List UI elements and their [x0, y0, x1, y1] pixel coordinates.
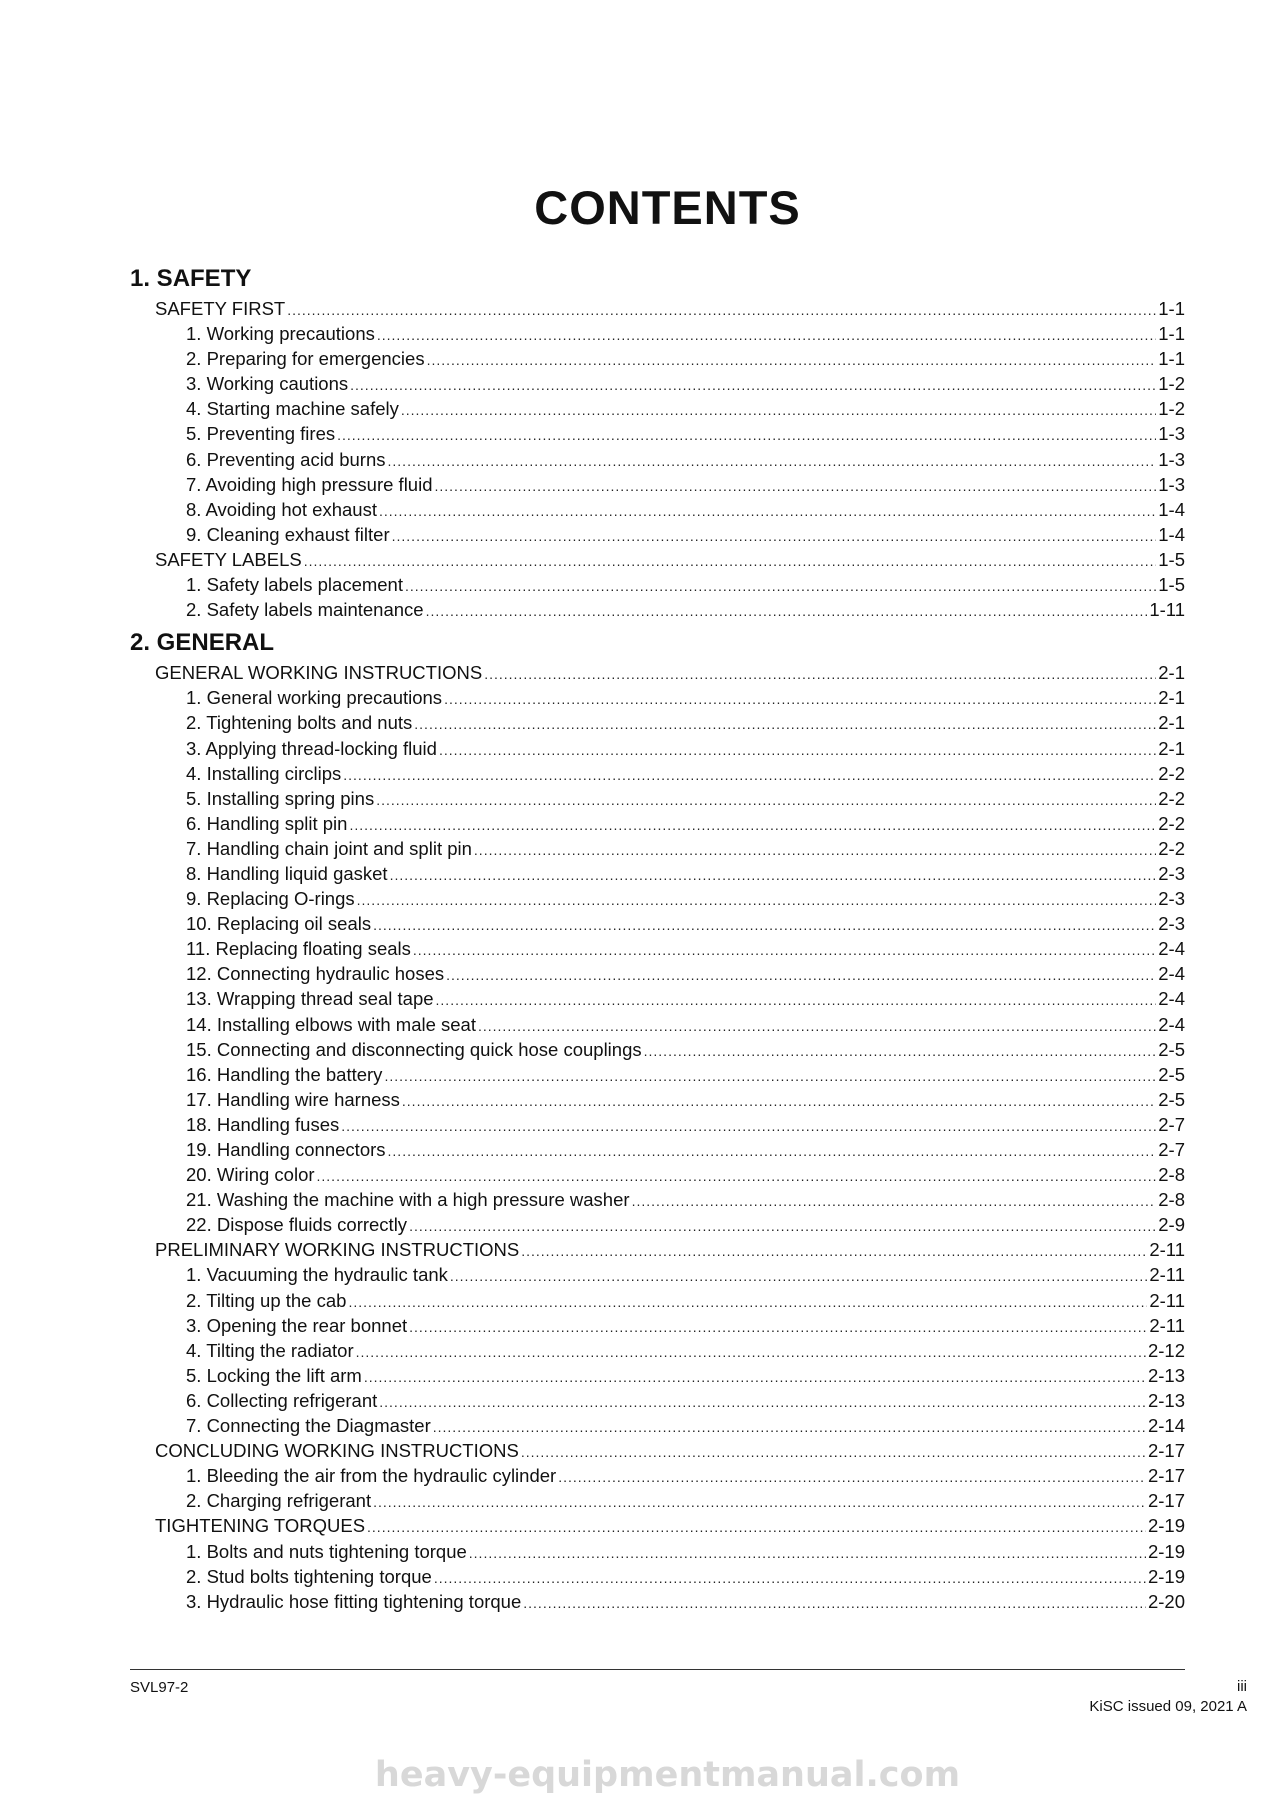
- toc-entry-page: 1-2: [1158, 373, 1185, 395]
- toc-entry-page: 2-5: [1158, 1038, 1185, 1060]
- dot-leader: [367, 1515, 1146, 1540]
- dot-leader: [379, 499, 1156, 524]
- toc-entry-page: 2-14: [1147, 1415, 1185, 1437]
- toc-subentry: [130, 1313, 1185, 1338]
- toc-subentry: [130, 710, 1185, 735]
- dot-leader: [388, 1139, 1157, 1164]
- toc-entry-label: 3. Opening the rear bonnet: [186, 1314, 408, 1336]
- toc-entry-label: 7. Handling chain joint and split pin: [186, 837, 472, 859]
- toc-entry-label: 5. Installing spring pins: [186, 787, 375, 809]
- dot-leader: [436, 988, 1157, 1013]
- section-heading: 1. SAFETY: [130, 265, 252, 292]
- toc-entry-page: 2-3: [1158, 862, 1185, 884]
- section-heading: 2. GENERAL: [130, 629, 275, 657]
- toc-subentry: [130, 836, 1185, 861]
- toc-subentry: [130, 1162, 1185, 1187]
- toc-entry-label: 3. Hydraulic hose fitting tightening torque: [186, 1590, 522, 1612]
- toc-subentry: [130, 1187, 1185, 1212]
- dot-leader: [433, 1415, 1146, 1440]
- dot-leader: [349, 813, 1156, 838]
- toc-subentry: [130, 1288, 1185, 1313]
- toc-entry-page: 2-3: [1158, 913, 1185, 935]
- footer-page-number: iii: [1237, 1678, 1247, 1695]
- toc-entry-page: 2-7: [1158, 1139, 1185, 1160]
- dot-leader: [474, 838, 1156, 863]
- toc-entry-label: 8. Handling liquid gasket: [186, 862, 388, 884]
- toc-entry-label: 2. Tilting up the cab: [186, 1289, 347, 1311]
- toc-entry-label: 13. Wrapping thread seal tape: [186, 988, 434, 1010]
- toc-entry-label: 17. Handling wire harness: [186, 1088, 400, 1110]
- dot-leader: [435, 474, 1157, 499]
- toc-entry-label: 5. Preventing fires: [186, 423, 336, 445]
- toc-subentry: [130, 1488, 1185, 1513]
- toc-entry-label: 11. Replacing floating seals: [186, 938, 411, 960]
- dot-leader: [350, 373, 1156, 398]
- toc-entry-page: 2-4: [1158, 938, 1185, 960]
- toc-subentry: [130, 447, 1185, 472]
- toc-entry-page: 2-1: [1158, 712, 1185, 734]
- toc-subentry: [130, 472, 1185, 497]
- toc-subentry: [130, 1338, 1185, 1363]
- dot-leader: [357, 888, 1157, 913]
- toc-subentry: [130, 761, 1185, 786]
- toc-subentry: [130, 1463, 1185, 1488]
- toc-entry-page: 1-1: [1158, 298, 1185, 319]
- toc-chapter-entry: [130, 547, 1185, 572]
- toc-entry-label: 16. Handling the battery: [186, 1063, 383, 1085]
- dot-leader: [409, 1315, 1147, 1340]
- toc-subentry: [130, 346, 1185, 371]
- dot-leader: [426, 599, 1148, 624]
- dot-leader: [439, 738, 1156, 763]
- toc-entry-label: 1. Working precautions: [186, 323, 375, 345]
- toc-entry-label: SAFETY LABELS: [155, 548, 302, 570]
- toc-entry-label: 21. Washing the machine with a high pressure washer: [186, 1189, 630, 1211]
- toc-entry-label: SAFETY FIRST: [155, 298, 286, 319]
- toc-entry-page: 1-5: [1158, 548, 1185, 570]
- toc-entry-label: 2. Tightening bolts and nuts: [186, 712, 413, 734]
- toc-subentry: [130, 371, 1185, 396]
- dot-leader: [348, 1290, 1147, 1315]
- toc-entry-label: 7. Connecting the Diagmaster: [186, 1415, 431, 1437]
- dot-leader: [402, 1089, 1156, 1114]
- toc-entry-label: 1. Vacuuming the hydraulic tank: [186, 1264, 448, 1286]
- toc-entry-page: 1-3: [1158, 423, 1185, 445]
- toc-entry-page: 2-19: [1147, 1540, 1185, 1562]
- toc-entry-label: 2. Preparing for emergencies: [186, 348, 425, 370]
- toc-subentry: [130, 736, 1185, 761]
- toc-subentry: [130, 911, 1185, 936]
- dot-leader: [523, 1591, 1146, 1616]
- toc-entry-page: 2-1: [1158, 737, 1185, 759]
- dot-leader: [379, 1390, 1146, 1415]
- toc-entry-page: 1-4: [1158, 498, 1185, 520]
- dot-leader: [384, 1064, 1156, 1089]
- dot-leader: [390, 863, 1157, 888]
- toc-entry-page: 2-12: [1147, 1339, 1185, 1361]
- dot-leader: [478, 1014, 1156, 1039]
- toc-entry-label: 15. Connecting and disconnecting quick hose couplings: [186, 1038, 642, 1060]
- dot-leader: [401, 398, 1156, 423]
- toc-entry-page: 1-11: [1149, 599, 1185, 621]
- dot-leader: [558, 1465, 1146, 1490]
- dot-leader: [632, 1189, 1157, 1214]
- toc-entry-label: 1. General working precautions: [186, 687, 443, 709]
- dot-leader: [414, 712, 1156, 737]
- toc-subentry: [130, 1589, 1185, 1614]
- toc-subentry: [130, 961, 1185, 986]
- toc-entry-page: 2-2: [1158, 812, 1185, 834]
- toc-entry-page: 2-11: [1149, 1314, 1185, 1336]
- toc-entry-label: 19. Handling connectors: [186, 1139, 386, 1160]
- toc-entry-label: 20. Wiring color: [186, 1164, 315, 1186]
- toc-subentry: [130, 522, 1185, 547]
- toc-entry-label: 1. Safety labels placement: [186, 574, 403, 596]
- toc-subentry: [130, 396, 1185, 421]
- toc-entry-label: 9. Replacing O-rings: [186, 888, 355, 910]
- dot-leader: [341, 1114, 1156, 1139]
- page-title: CONTENTS: [534, 181, 801, 234]
- toc-entry-label: 14. Installing elbows with male seat: [186, 1013, 476, 1035]
- toc-entry-label: PRELIMINARY WORKING INSTRUCTIONS: [155, 1239, 520, 1261]
- toc-subentry: [130, 1062, 1185, 1087]
- dot-leader: [343, 763, 1156, 788]
- toc-entry-page: 2-11: [1149, 1239, 1185, 1261]
- toc-entry-page: 2-11: [1149, 1264, 1185, 1286]
- toc-entry-page: 2-17: [1147, 1490, 1185, 1512]
- toc-entries: [130, 296, 1185, 622]
- toc-entry-label: 12. Connecting hydraulic hoses: [186, 963, 445, 985]
- dot-leader: [409, 1214, 1156, 1239]
- footer-issue: KiSC issued 09, 2021 A: [1089, 1698, 1247, 1715]
- dot-leader: [356, 1340, 1146, 1365]
- toc-entry-page: 1-1: [1158, 323, 1185, 345]
- toc-subentry: [130, 572, 1185, 597]
- toc-subentry: [130, 936, 1185, 961]
- toc-chapter-entry: [130, 1438, 1185, 1463]
- toc-subentry: [130, 597, 1185, 622]
- toc-entry-label: 1. Bleeding the air from the hydraulic cylinder: [186, 1465, 557, 1487]
- toc-entry-page: 2-5: [1158, 1088, 1185, 1110]
- footer-doc-code: SVL97-2: [130, 1679, 189, 1696]
- toc-subentry: [130, 1212, 1185, 1237]
- toc-entry-page: 2-4: [1158, 988, 1185, 1010]
- toc-subentry: [130, 886, 1185, 911]
- toc-entry-page: 2-13: [1147, 1389, 1185, 1411]
- toc-subentry: [130, 1262, 1185, 1287]
- toc-chapter-entry: [130, 296, 1185, 321]
- toc-entry-label: 2. Stud bolts tightening torque: [186, 1565, 432, 1587]
- toc-entry-page: 2-17: [1147, 1465, 1185, 1487]
- toc-entry-label: CONCLUDING WORKING INSTRUCTIONS: [155, 1440, 519, 1462]
- toc-entry-page: 2-9: [1158, 1214, 1185, 1236]
- toc-entry-label: GENERAL WORKING INSTRUCTIONS: [155, 662, 483, 684]
- footer-divider: [130, 1669, 1185, 1670]
- toc-entry-label: 2. Charging refrigerant: [186, 1490, 372, 1512]
- dot-leader: [469, 1541, 1146, 1566]
- toc-subentry: [130, 1413, 1185, 1438]
- toc-entry-page: 2-7: [1158, 1113, 1185, 1135]
- toc-chapter-entry: [130, 660, 1185, 685]
- toc-entry-page: 2-3: [1158, 888, 1185, 910]
- toc-subentry: [130, 786, 1185, 811]
- toc-entry-label: 3. Applying thread-locking fluid: [186, 737, 437, 759]
- toc-entry-label: 5. Locking the lift arm: [186, 1364, 362, 1386]
- dot-leader: [376, 788, 1156, 813]
- toc-subentry: [130, 1087, 1185, 1112]
- dot-leader: [373, 1490, 1146, 1515]
- toc-entry-page: 1-3: [1158, 448, 1185, 470]
- table-of-contents: [130, 262, 1185, 1614]
- toc-entry-page: 2-2: [1158, 762, 1185, 784]
- toc-subentry: [130, 986, 1185, 1011]
- toc-entry-page: 2-13: [1147, 1364, 1185, 1386]
- dot-leader: [317, 1164, 1157, 1189]
- dot-leader: [644, 1039, 1157, 1064]
- dot-leader: [337, 423, 1156, 448]
- dot-leader: [364, 1365, 1146, 1390]
- dot-leader: [434, 1566, 1146, 1591]
- toc-entry-label: 9. Cleaning exhaust filter: [186, 523, 390, 545]
- toc-entry-label: TIGHTENING TORQUES: [155, 1515, 366, 1537]
- toc-subentry: [130, 685, 1185, 710]
- toc-entry-page: 2-11: [1149, 1289, 1185, 1311]
- toc-entry-page: 2-1: [1158, 662, 1185, 684]
- dot-leader: [304, 549, 1157, 574]
- watermark-text: heavy-equipmentmanual.com: [374, 1755, 961, 1795]
- dot-leader: [388, 449, 1157, 474]
- toc-subentry: [130, 1564, 1185, 1589]
- toc-entry-label: 6. Collecting refrigerant: [186, 1389, 378, 1411]
- dot-leader: [521, 1239, 1147, 1264]
- toc-entry-page: 2-4: [1158, 1013, 1185, 1035]
- toc-subentry: [130, 1388, 1185, 1413]
- dot-leader: [413, 938, 1156, 963]
- toc-subentry: [130, 1112, 1185, 1137]
- toc-subentry: [130, 861, 1185, 886]
- toc-entry-label: 10. Replacing oil seals: [186, 913, 372, 935]
- dot-leader: [377, 323, 1156, 348]
- toc-subentry: [130, 811, 1185, 836]
- dot-leader: [427, 348, 1157, 373]
- toc-entry-page: 2-19: [1147, 1515, 1185, 1537]
- toc-entry-label: 18. Handling fuses: [186, 1113, 340, 1135]
- dot-leader: [392, 524, 1157, 549]
- toc-entry-label: 6. Preventing acid burns: [186, 448, 386, 470]
- dot-leader: [287, 298, 1156, 323]
- toc-entry-label: 6. Handling split pin: [186, 812, 348, 834]
- toc-entry-page: 2-4: [1158, 963, 1185, 985]
- toc-subentry: [130, 1137, 1185, 1162]
- toc-section-general: [130, 626, 1185, 1614]
- toc-subentry: [130, 497, 1185, 522]
- toc-entry-label: 7. Avoiding high pressure fluid: [186, 473, 433, 495]
- toc-section-safety: [130, 262, 1185, 622]
- toc-entry-label: 8. Avoiding hot exhaust: [186, 498, 377, 520]
- toc-entry-page: 2-2: [1158, 837, 1185, 859]
- dot-leader: [405, 574, 1156, 599]
- dot-leader: [444, 687, 1156, 712]
- dot-leader: [446, 963, 1156, 988]
- toc-entry-label: 4. Tilting the radiator: [186, 1339, 354, 1361]
- toc-entry-page: 1-2: [1158, 398, 1185, 420]
- dot-leader: [450, 1264, 1147, 1289]
- toc-chapter-entry: [130, 1513, 1185, 1538]
- toc-entry-label: 2. Safety labels maintenance: [186, 599, 424, 621]
- toc-entry-page: 1-1: [1158, 348, 1185, 370]
- dot-leader: [521, 1440, 1146, 1465]
- toc-subentry: [130, 321, 1185, 346]
- toc-subentry: [130, 1539, 1185, 1564]
- toc-subentry: [130, 1363, 1185, 1388]
- toc-chapter-entry: [130, 1237, 1185, 1262]
- toc-entry-page: 2-20: [1147, 1590, 1185, 1612]
- toc-entry-page: 2-5: [1158, 1063, 1185, 1085]
- toc-entry-page: 2-2: [1158, 787, 1185, 809]
- toc-entry-label: 4. Installing circlips: [186, 762, 342, 784]
- toc-subentry: [130, 421, 1185, 446]
- toc-entry-page: 1-4: [1158, 523, 1185, 545]
- toc-entry-page: 1-5: [1158, 574, 1185, 596]
- toc-entry-page: 1-3: [1158, 473, 1185, 495]
- toc-entries: [130, 660, 1185, 1614]
- toc-entry-page: 2-8: [1158, 1164, 1185, 1186]
- footer-right: [1089, 1677, 1247, 1717]
- toc-entry-page: 2-19: [1147, 1565, 1185, 1587]
- dot-leader: [484, 662, 1156, 687]
- dot-leader: [373, 913, 1156, 938]
- toc-entry-label: 22. Dispose fluids correctly: [186, 1214, 408, 1236]
- toc-entry-page: 2-17: [1147, 1440, 1185, 1462]
- toc-subentry: [130, 1012, 1185, 1037]
- toc-entry-page: 2-8: [1158, 1189, 1185, 1211]
- toc-entry-label: 1. Bolts and nuts tightening torque: [186, 1540, 467, 1562]
- toc-entry-page: 2-1: [1158, 687, 1185, 709]
- toc-entry-label: 4. Starting machine safely: [186, 398, 399, 420]
- toc-subentry: [130, 1037, 1185, 1062]
- toc-entry-label: 3. Working cautions: [186, 373, 349, 395]
